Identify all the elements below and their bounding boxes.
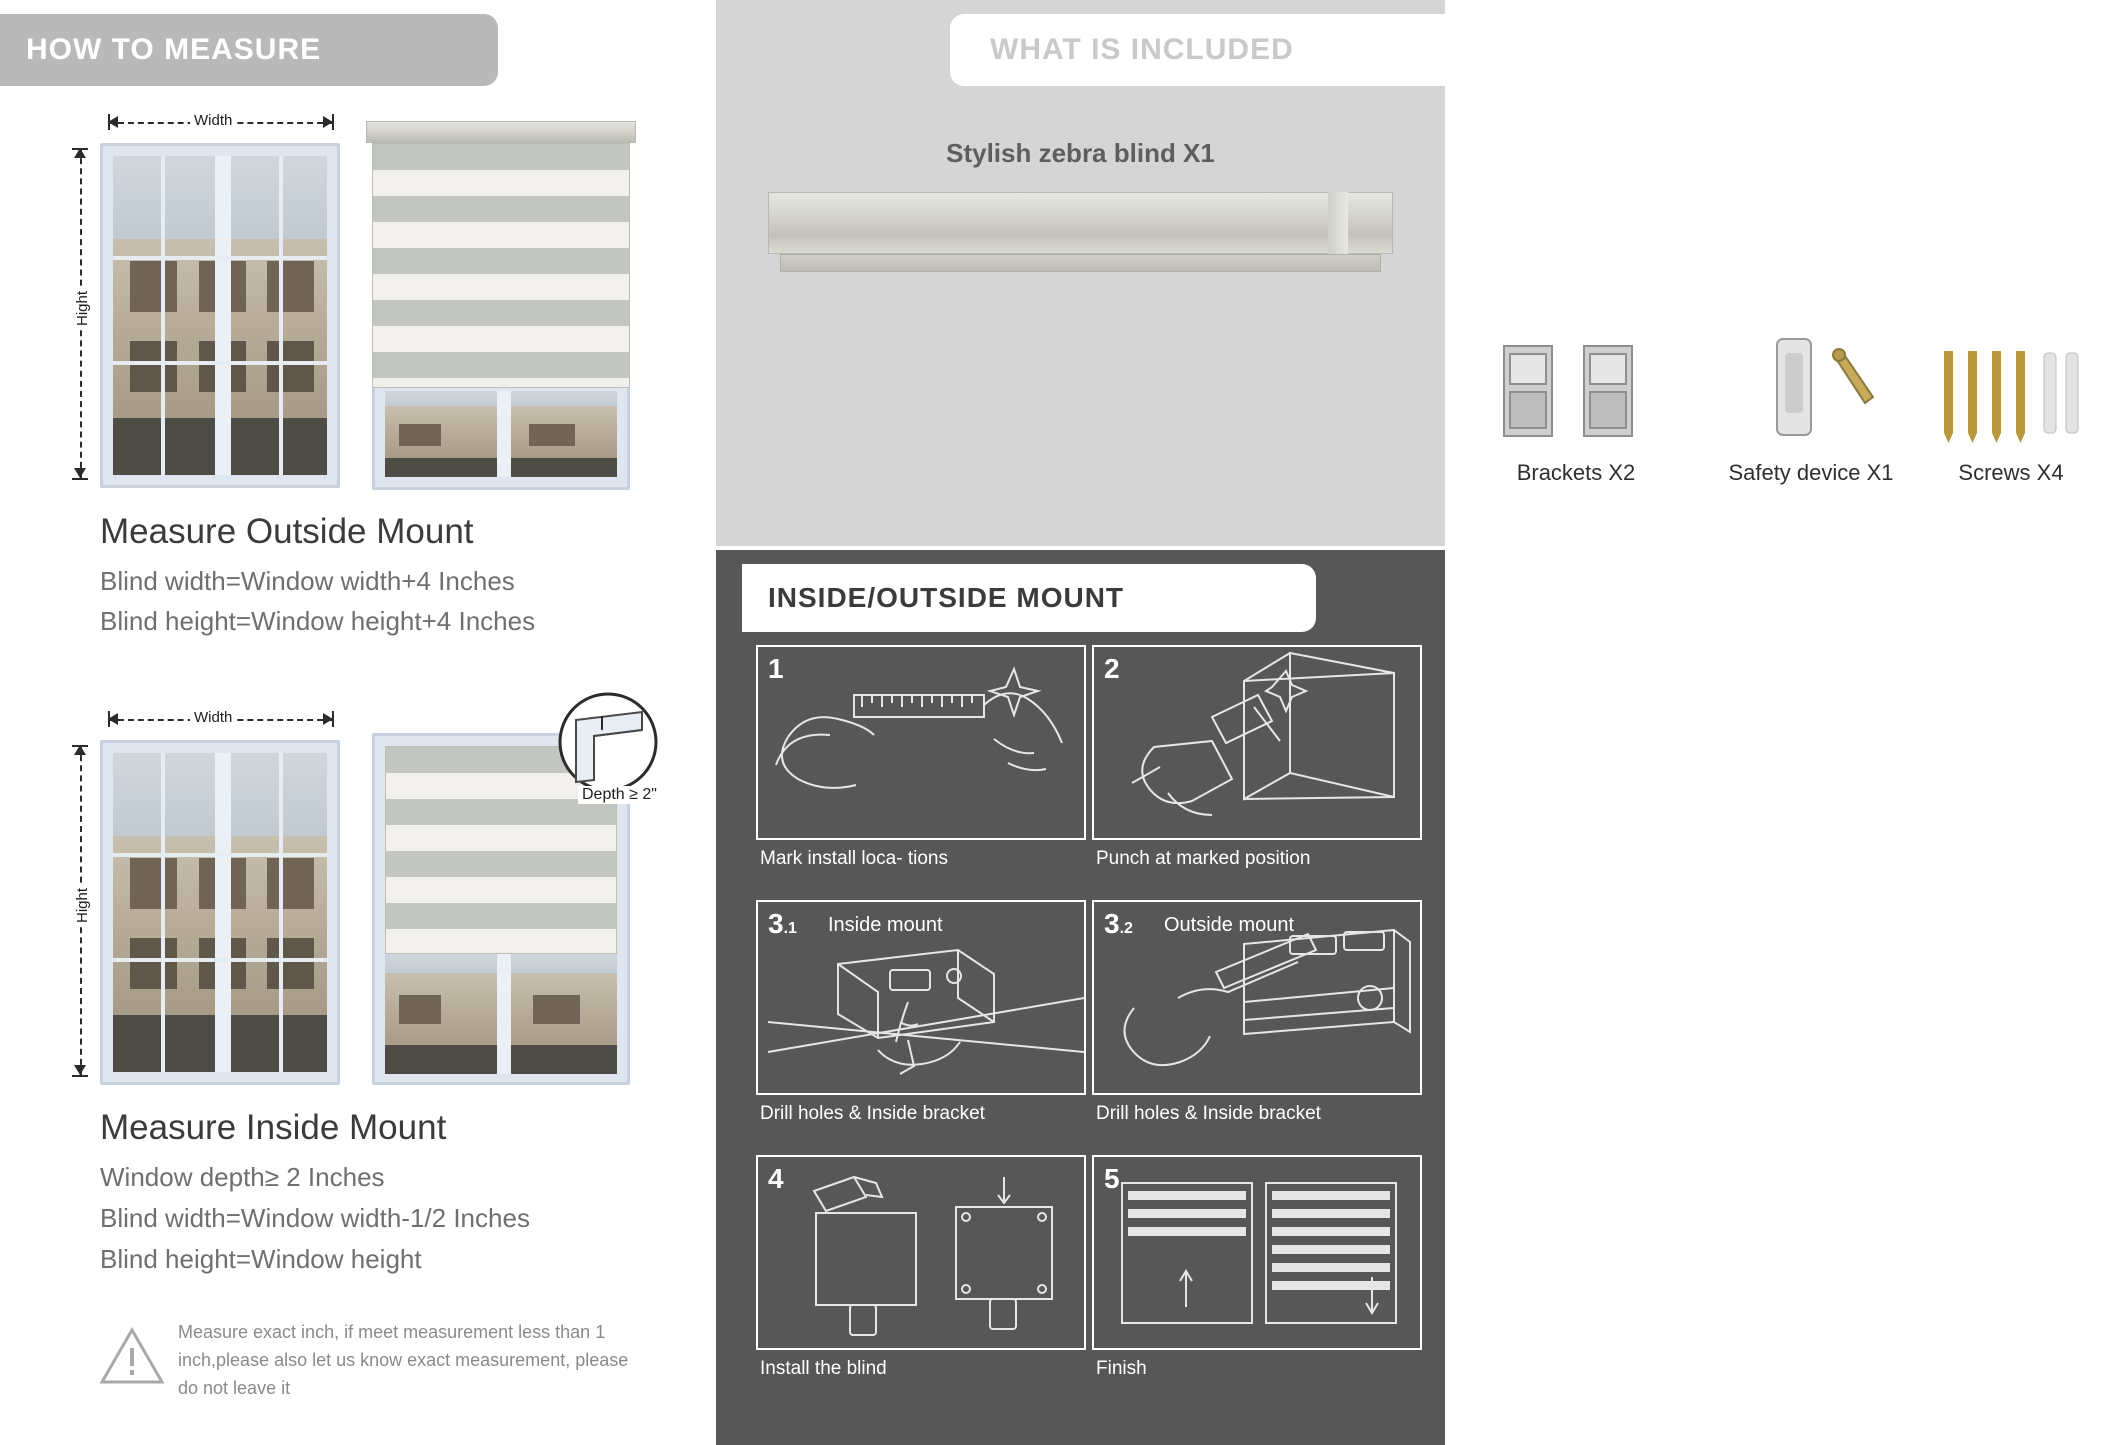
step-box-4 bbox=[756, 1155, 1086, 1350]
inside-mount-line-2: Blind width=Window width-1/2 Inches bbox=[100, 1203, 530, 1233]
depth-label: Depth ≥ 2" bbox=[578, 786, 661, 804]
inside-mount-title: Measure Inside Mount bbox=[100, 1108, 447, 1147]
mount-tab bbox=[742, 564, 1316, 632]
outside-height-cap-bottom bbox=[72, 478, 88, 480]
outside-mount-title: Measure Outside Mount bbox=[100, 512, 474, 551]
mount-tab-label: INSIDE/OUTSIDE MOUNT bbox=[768, 582, 1125, 613]
window-inside bbox=[100, 740, 340, 1085]
product-blind-image bbox=[768, 192, 1393, 287]
warning-text: Measure exact inch, if meet measurement less than 1 inch,please also let us know exact measurement, please do not leave it bbox=[178, 1322, 629, 1398]
brackets-icon bbox=[1496, 340, 1656, 445]
step-box-3-1 bbox=[756, 900, 1086, 1095]
what-included-tab bbox=[950, 14, 1445, 86]
inside-height-cap-top bbox=[72, 745, 88, 747]
how-to-measure-tab-label: HOW TO MEASURE bbox=[26, 33, 322, 66]
step-4-illustration bbox=[758, 1157, 1084, 1348]
what-included-tab-label: WHAT IS INCLUDED bbox=[990, 33, 1294, 66]
step-caption-3-2: Drill holes & Inside bracket bbox=[1096, 1103, 1321, 1124]
zebra-blind-outside bbox=[372, 143, 630, 388]
step-number-3-2: 3.2 bbox=[1104, 908, 1133, 939]
depth-callout-icon bbox=[556, 690, 666, 800]
outside-width-cap-right bbox=[332, 114, 334, 130]
window-outside bbox=[100, 143, 340, 488]
outside-height-label: Hight bbox=[74, 288, 91, 329]
mount-steps-panel bbox=[716, 550, 1445, 1445]
step-box-1 bbox=[756, 645, 1086, 840]
step-3-1-illustration bbox=[758, 902, 1084, 1093]
outside-height-cap-top bbox=[72, 148, 88, 150]
step-box-2 bbox=[1092, 645, 1422, 840]
warning-note bbox=[100, 1318, 660, 1418]
inside-mount-line-1: Window depth≥ 2 Inches bbox=[100, 1162, 385, 1192]
screws-icon bbox=[1936, 345, 2096, 445]
step-3-2-illustration bbox=[1094, 902, 1420, 1093]
step-caption-2: Punch at marked position bbox=[1096, 848, 1311, 869]
outside-mount-line-1: Blind width=Window width+4 Inches bbox=[100, 566, 515, 596]
how-to-measure-panel bbox=[0, 0, 712, 1445]
inside-height-arrow-down bbox=[74, 1065, 86, 1075]
step-2-illustration bbox=[1094, 647, 1420, 838]
part-label-safety: Safety device X1 bbox=[1728, 460, 1894, 485]
step-1-illustration bbox=[758, 647, 1084, 838]
step-caption-5: Finish bbox=[1096, 1358, 1147, 1379]
outside-width-label: Width bbox=[190, 112, 236, 129]
outside-mount-line-2: Blind height=Window height+4 Inches bbox=[100, 606, 536, 636]
what-included-panel bbox=[716, 0, 2064, 550]
inside-mount-line-3: Blind height=Window height bbox=[100, 1244, 422, 1274]
safety-device-icon bbox=[1761, 335, 1891, 445]
step-caption-4: Install the blind bbox=[760, 1358, 887, 1379]
inside-height-cap-bottom bbox=[72, 1075, 88, 1077]
step-box-5 bbox=[1092, 1155, 1422, 1350]
step-number-4: 4 bbox=[768, 1163, 784, 1194]
outside-width-cap-left bbox=[108, 114, 110, 130]
blind-headrail-outside bbox=[366, 121, 636, 143]
part-label-brackets: Brackets X2 bbox=[1516, 460, 1636, 485]
step-caption-1: Mark install loca- tions bbox=[760, 848, 948, 869]
window-outside-with-blind bbox=[372, 378, 630, 490]
step-number-1: 1 bbox=[768, 653, 784, 684]
step-number-5: 5 bbox=[1104, 1163, 1120, 1194]
inside-height-label: Hight bbox=[74, 885, 91, 926]
step-number-3-1: 3.1 bbox=[768, 908, 797, 939]
step-inline-3-2: Outside mount bbox=[1164, 914, 1295, 936]
step-box-3-2 bbox=[1092, 900, 1422, 1095]
inside-width-cap-right bbox=[332, 711, 334, 727]
part-label-screws: Screws X4 bbox=[1958, 460, 2064, 485]
product-title: Stylish zebra blind X1 bbox=[946, 138, 1215, 168]
step-number-2: 2 bbox=[1104, 653, 1120, 684]
warning-triangle-icon bbox=[100, 1326, 164, 1386]
step-caption-3-1: Drill holes & Inside bracket bbox=[760, 1103, 985, 1124]
how-to-measure-tab bbox=[0, 14, 498, 86]
outside-height-arrow-down bbox=[74, 468, 86, 478]
step-5-illustration bbox=[1094, 1157, 1420, 1348]
inside-width-label: Width bbox=[190, 709, 236, 726]
step-inline-3-1: Inside mount bbox=[828, 914, 943, 936]
inside-width-cap-left bbox=[108, 711, 110, 727]
